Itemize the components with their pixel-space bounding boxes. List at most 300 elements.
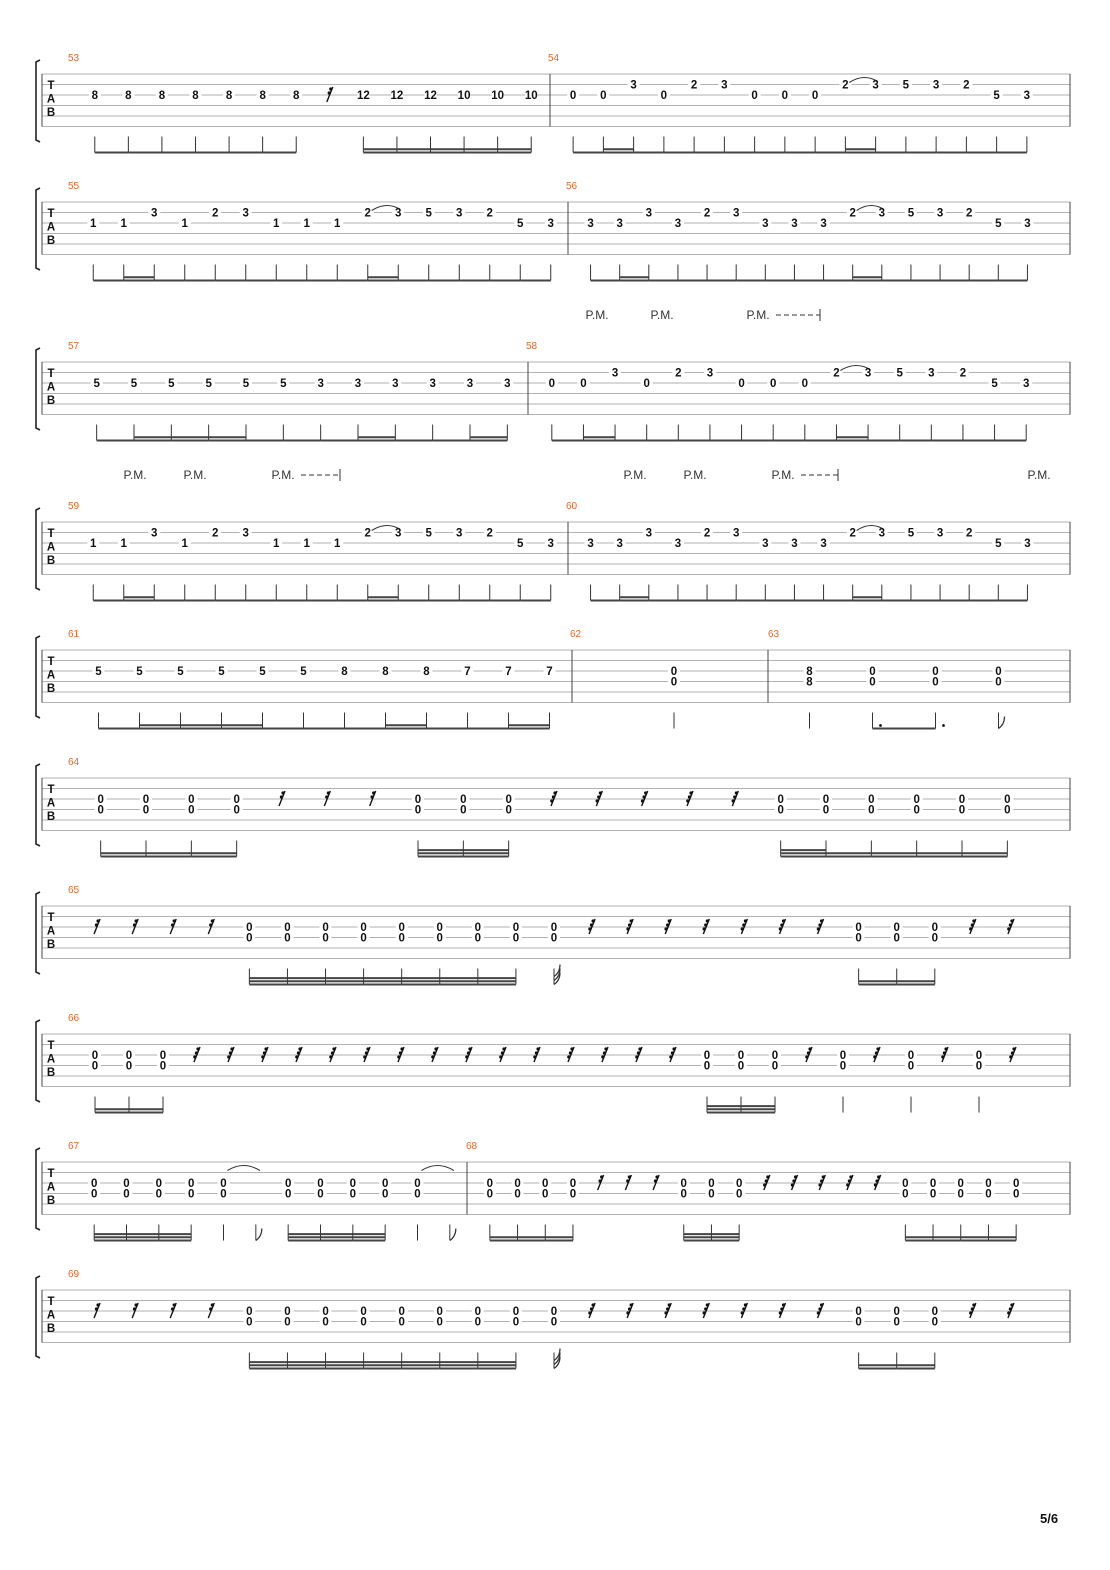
- rest-dot: [820, 1303, 823, 1306]
- fret-number: 5: [896, 367, 903, 380]
- fret-number: 0: [1004, 804, 1011, 817]
- fret-number: 5: [995, 538, 1002, 550]
- fret-number: 3: [674, 218, 682, 230]
- rest-dot: [875, 1051, 878, 1054]
- rest-dot: [742, 923, 745, 926]
- rest-dot: [744, 919, 747, 922]
- rest-dot: [603, 1051, 606, 1054]
- rest-dot: [327, 791, 330, 794]
- fret-number: 0: [123, 1188, 130, 1201]
- fret-number: 0: [142, 794, 150, 806]
- rest-dot: [689, 791, 692, 794]
- tab-clef-letter: A: [46, 93, 56, 106]
- fret-number: 3: [1023, 90, 1031, 102]
- fret-number: 0: [284, 922, 291, 934]
- tab-clef-letter: T: [47, 368, 55, 380]
- measure-number: 66: [68, 1013, 80, 1024]
- fret-number: 2: [965, 527, 973, 540]
- rest-dot: [363, 1055, 366, 1058]
- fret-number: 8: [192, 90, 199, 102]
- fret-number: 0: [550, 1306, 558, 1318]
- fret-number: 0: [436, 922, 443, 934]
- measure-number: 68: [466, 1141, 478, 1152]
- fret-number: 0: [735, 1188, 743, 1201]
- duration-dot: [879, 724, 882, 727]
- fret-number: 10: [524, 90, 538, 102]
- fret-number: 5: [130, 378, 138, 390]
- fret-number: 0: [322, 1316, 329, 1329]
- rest-dot: [227, 1055, 230, 1058]
- fret-number: 8: [806, 666, 813, 678]
- fret-number: 0: [220, 1188, 227, 1201]
- rest-dot: [533, 1055, 536, 1058]
- fret-number: 0: [869, 666, 876, 678]
- rest-dot: [173, 1303, 176, 1306]
- fret-number: 2: [486, 527, 493, 540]
- fret-number: 0: [958, 794, 966, 806]
- fret-number: 0: [414, 804, 422, 817]
- fret-number: 3: [645, 207, 653, 220]
- fret-number: 0: [550, 1316, 558, 1329]
- rest-dot: [297, 1051, 300, 1054]
- fret-number: 3: [645, 527, 653, 540]
- fret-number: 3: [820, 218, 827, 230]
- fret-number: 0: [398, 1306, 405, 1318]
- fret-number: 1: [303, 538, 310, 550]
- fret-number: 0: [284, 1188, 292, 1201]
- tab-clef-letter: A: [46, 797, 56, 810]
- fret-number: 0: [580, 378, 587, 390]
- tab-clef-letter: T: [47, 1168, 55, 1180]
- rest-dot: [642, 795, 645, 798]
- rest-dot: [400, 1047, 403, 1050]
- rest-dot: [780, 923, 783, 926]
- rest-dot: [591, 919, 594, 922]
- rest-dot: [818, 923, 821, 926]
- rest-dot: [263, 1051, 266, 1054]
- fret-number: 0: [187, 1178, 195, 1190]
- fret-number: 0: [542, 1188, 549, 1201]
- fret-number: 0: [246, 1316, 253, 1329]
- tab-system: [36, 53, 1070, 153]
- fret-number: 0: [771, 1050, 779, 1062]
- rest-dot: [943, 1051, 946, 1054]
- measure-number: 55: [68, 181, 80, 192]
- palm-mute-label: P.M.: [1027, 468, 1051, 482]
- rest-dot: [706, 1303, 709, 1306]
- tab-clef-letter: B: [46, 683, 56, 695]
- rest-dot: [96, 1303, 99, 1306]
- rest-dot: [794, 1175, 797, 1178]
- rest-dot: [875, 1179, 878, 1182]
- fret-number: 3: [878, 207, 886, 220]
- fret-number: 3: [547, 538, 554, 550]
- rest-dot: [211, 1303, 214, 1306]
- fret-number: 2: [486, 207, 493, 220]
- fret-number: 0: [643, 378, 650, 390]
- palm-mute-label: P.M.: [746, 308, 770, 322]
- fret-number: 3: [395, 527, 402, 540]
- fret-number: 5: [259, 666, 266, 678]
- fret-number: 3: [820, 538, 827, 550]
- rest-dot: [626, 1179, 629, 1182]
- tab-clef-letter: T: [47, 1296, 55, 1308]
- fret-number: 0: [414, 1178, 421, 1190]
- fret-number: 0: [931, 1306, 939, 1318]
- system-bracket: [36, 508, 40, 590]
- fret-number: 0: [957, 1188, 964, 1201]
- rest-dot: [95, 1307, 98, 1310]
- rest-dot: [637, 1051, 640, 1054]
- fret-number: 0: [975, 1060, 983, 1073]
- fret-number: 10: [491, 90, 505, 102]
- rest-dot: [1011, 1051, 1014, 1054]
- fret-number: 2: [842, 79, 849, 92]
- fret-number: 0: [474, 1306, 482, 1318]
- rest-dot: [638, 1047, 641, 1050]
- measure-number: 67: [68, 1141, 80, 1152]
- measure-number: 65: [68, 885, 80, 896]
- fret-number: 0: [680, 1178, 687, 1190]
- fret-number: 0: [569, 1178, 577, 1190]
- rest-dot: [281, 791, 284, 794]
- rest-dot: [331, 1051, 334, 1054]
- fret-number: 0: [90, 1188, 98, 1201]
- system-bracket: [36, 1276, 40, 1358]
- tab-clef-letter: A: [46, 669, 56, 682]
- tab-system: [36, 1013, 1070, 1113]
- fret-number: 3: [1022, 378, 1030, 390]
- fret-number: 3: [616, 538, 623, 550]
- tab-clef-letter: B: [46, 939, 56, 951]
- fret-number: 5: [907, 207, 915, 220]
- fret-number: 5: [995, 218, 1002, 230]
- fret-number: 12: [424, 90, 437, 102]
- rest-dot: [325, 795, 328, 798]
- system-bracket: [36, 1020, 40, 1102]
- fret-number: 3: [1024, 218, 1031, 230]
- rest-dot: [668, 919, 671, 922]
- rest-dot: [195, 1051, 198, 1054]
- rest-dot: [467, 1051, 470, 1054]
- rest-dot: [135, 1303, 138, 1306]
- fret-number: 1: [181, 218, 188, 230]
- palm-mute-label: P.M.: [183, 468, 207, 482]
- fret-number: 5: [517, 538, 524, 550]
- fret-number: 5: [177, 666, 184, 678]
- fret-number: 0: [801, 378, 809, 390]
- rest-dot: [550, 799, 553, 802]
- fret-number: 0: [839, 1050, 847, 1062]
- rest-dot: [590, 923, 593, 926]
- rest-dot: [791, 1183, 794, 1186]
- rest-dot: [567, 1055, 570, 1058]
- rest-dot: [365, 1051, 368, 1054]
- fret-number: 0: [360, 922, 367, 934]
- rest-dot: [171, 923, 174, 926]
- fret-number: 2: [212, 527, 219, 540]
- fret-number: 5: [136, 666, 143, 678]
- fret-number: 8: [225, 90, 233, 102]
- rest-dot: [848, 1179, 851, 1182]
- tab-clef-letter: T: [47, 1040, 55, 1052]
- fret-number: 0: [155, 1188, 163, 1201]
- rest-dot: [664, 927, 667, 930]
- tab-clef-letter: B: [46, 107, 56, 119]
- rest-dot: [570, 1047, 573, 1050]
- fret-number: 0: [929, 1188, 937, 1201]
- fret-number: 2: [833, 367, 840, 380]
- fret-number: 0: [91, 1050, 99, 1062]
- fret-number: 1: [334, 538, 341, 550]
- fret-number: 0: [233, 794, 240, 806]
- fret-number: 0: [777, 804, 784, 817]
- rest-dot: [209, 923, 212, 926]
- rest-dot: [765, 1179, 768, 1182]
- system-bracket: [36, 188, 40, 270]
- fret-number: 0: [414, 794, 422, 806]
- rest-dot: [399, 1051, 402, 1054]
- measure-number: 53: [68, 53, 80, 64]
- fret-number: 3: [732, 527, 740, 540]
- palm-mute-label: P.M.: [271, 468, 295, 482]
- rest-dot: [588, 927, 591, 930]
- palm-mute-label: P.M.: [123, 468, 147, 482]
- fret-number: 10: [457, 90, 471, 102]
- fret-number: 0: [187, 1188, 195, 1201]
- fret-number: 0: [932, 666, 939, 678]
- fret-number: 8: [293, 90, 300, 102]
- fret-number: 0: [246, 1306, 253, 1318]
- rest-dot: [876, 1047, 879, 1050]
- rest-dot: [229, 1051, 232, 1054]
- rest-dot: [230, 1047, 233, 1050]
- fret-number: 0: [125, 1060, 133, 1073]
- rest-dot: [782, 919, 785, 922]
- fret-number: 0: [929, 1178, 937, 1190]
- rest-dot: [792, 1179, 795, 1182]
- fret-number: 1: [334, 218, 341, 230]
- fret-number: 0: [751, 90, 758, 102]
- rest-dot: [672, 1047, 675, 1050]
- fret-number: 2: [364, 527, 371, 540]
- rest-dot: [434, 1047, 437, 1050]
- system-bracket: [36, 892, 40, 974]
- fret-number: 0: [735, 1178, 743, 1190]
- fret-number: 0: [932, 676, 939, 689]
- fret-number: 0: [322, 932, 329, 945]
- fret-number: 0: [91, 1060, 99, 1073]
- rest-dot: [703, 1311, 706, 1314]
- fret-number: 3: [928, 367, 935, 380]
- fret-number: 0: [907, 1060, 915, 1073]
- fret-number: 0: [125, 1050, 133, 1062]
- fret-number: 2: [212, 207, 219, 220]
- fret-number: 0: [822, 794, 830, 806]
- rest-dot: [969, 927, 972, 930]
- rest-dot: [397, 1055, 400, 1058]
- rest-dot: [280, 795, 283, 798]
- fret-number: 1: [181, 538, 188, 550]
- fret-number: 0: [97, 804, 104, 817]
- fret-number: 3: [936, 207, 944, 220]
- fret-number: 0: [902, 1178, 909, 1190]
- rest-dot: [626, 927, 629, 930]
- fret-number: 3: [630, 79, 637, 92]
- fret-number: 0: [233, 804, 240, 817]
- rest-dot: [601, 1055, 604, 1058]
- palm-mute-label: P.M.: [585, 308, 609, 322]
- fret-number: 3: [587, 218, 594, 230]
- fret-number: 0: [670, 666, 678, 678]
- rest-dot: [596, 799, 599, 802]
- rest-dot: [329, 87, 332, 90]
- rest-dot: [626, 1311, 629, 1314]
- system-bracket: [36, 764, 40, 846]
- fret-number: 0: [660, 90, 668, 102]
- fret-number: 0: [220, 1178, 227, 1190]
- rest-dot: [877, 1175, 880, 1178]
- fret-number: 2: [959, 367, 967, 380]
- rest-dot: [1009, 1307, 1012, 1310]
- fret-number: 0: [703, 1060, 711, 1073]
- rest-dot: [591, 1303, 594, 1306]
- tab-clef-letter: B: [46, 1323, 56, 1335]
- rest-dot: [588, 1311, 591, 1314]
- rest-dot: [630, 1303, 633, 1306]
- fret-number: 1: [120, 218, 127, 230]
- fret-number: 8: [382, 666, 389, 678]
- fret-number: 5: [218, 666, 225, 678]
- fret-number: 0: [1004, 794, 1011, 806]
- rest-dot: [96, 919, 99, 922]
- fret-number: 0: [474, 1316, 482, 1329]
- fret-number: 3: [674, 538, 682, 550]
- fret-number: 3: [547, 218, 554, 230]
- tab-system: [36, 757, 1070, 857]
- rest-dot: [780, 1307, 783, 1310]
- fret-number: 0: [893, 1316, 900, 1329]
- rest-dot: [735, 791, 738, 794]
- fret-number: 0: [985, 1188, 992, 1201]
- fret-number: 0: [460, 804, 467, 817]
- fret-number: 0: [931, 922, 939, 934]
- fret-number: 0: [893, 1306, 900, 1318]
- fret-number: 3: [864, 367, 872, 380]
- rest-dot: [604, 1047, 607, 1050]
- fret-number: 0: [322, 922, 329, 934]
- fret-number: 0: [284, 1306, 291, 1318]
- tab-clef-letter: A: [46, 1181, 56, 1194]
- fret-number: 0: [188, 804, 195, 817]
- fret-number: 0: [398, 1316, 405, 1329]
- fret-number: 5: [991, 378, 998, 390]
- tab-clef-letter: A: [46, 541, 56, 554]
- rest-dot: [703, 927, 706, 930]
- rest-dot: [1010, 919, 1013, 922]
- duration-dot: [942, 724, 945, 727]
- fret-number: 0: [893, 932, 900, 945]
- fret-number: 2: [690, 79, 698, 92]
- fret-number: 0: [474, 922, 482, 934]
- fret-number: 0: [822, 804, 830, 817]
- rest-dot: [944, 1047, 947, 1050]
- rest-dot: [1009, 1055, 1012, 1058]
- fret-number: 0: [512, 1306, 520, 1318]
- fret-number: 5: [907, 527, 915, 540]
- fret-number: 0: [1012, 1188, 1020, 1201]
- fret-number: 3: [762, 218, 769, 230]
- measure-number: 54: [548, 53, 560, 64]
- rest-dot: [817, 1311, 820, 1314]
- fret-number: 2: [703, 527, 711, 540]
- note-flag: [450, 1229, 456, 1241]
- fret-number: 3: [466, 378, 474, 390]
- tie-arc: [228, 1166, 260, 1171]
- fret-number: 8: [341, 666, 348, 678]
- rest-dot: [822, 1175, 825, 1178]
- fret-number: 8: [125, 90, 132, 102]
- rest-dot: [641, 799, 644, 802]
- rest-dot: [295, 1055, 298, 1058]
- rest-dot: [135, 919, 138, 922]
- fret-number: 1: [90, 538, 97, 550]
- rest-dot: [173, 919, 176, 922]
- fret-number: 3: [706, 367, 714, 380]
- fret-number: 0: [771, 1060, 779, 1073]
- fret-number: 3: [354, 378, 362, 390]
- measure-number: 57: [68, 341, 80, 352]
- fret-number: 0: [246, 932, 253, 945]
- fret-number: 8: [91, 90, 98, 102]
- tab-clef-letter: B: [46, 1067, 56, 1079]
- measure-number: 69: [68, 1269, 80, 1280]
- rest-dot: [372, 791, 375, 794]
- rest-dot: [628, 1175, 631, 1178]
- fret-number: 0: [931, 1316, 939, 1329]
- tie-arc: [422, 1166, 454, 1171]
- rest-dot: [569, 1051, 572, 1054]
- palm-mute-label: P.M.: [650, 308, 674, 322]
- fret-number: 3: [878, 527, 886, 540]
- fret-number: 0: [839, 1060, 847, 1073]
- fret-number: 5: [280, 378, 287, 390]
- fret-number: 3: [587, 538, 594, 550]
- rest-dot: [599, 791, 602, 794]
- rest-dot: [332, 1047, 335, 1050]
- rest-dot: [805, 1055, 808, 1058]
- fret-number: 3: [762, 538, 769, 550]
- rest-dot: [742, 1307, 745, 1310]
- rest-dot: [370, 795, 373, 798]
- fret-number: 0: [246, 922, 253, 934]
- fret-number: 0: [542, 1178, 549, 1190]
- fret-number: 3: [791, 218, 798, 230]
- rest-dot: [133, 923, 136, 926]
- rest-dot: [706, 919, 709, 922]
- fret-number: 0: [349, 1178, 357, 1190]
- rest-dot: [766, 1175, 769, 1178]
- rest-dot: [1007, 927, 1010, 930]
- fret-number: 1: [120, 538, 127, 550]
- fret-number: 5: [425, 207, 432, 220]
- fret-number: 3: [429, 378, 436, 390]
- fret-number: 0: [548, 378, 556, 390]
- rest-dot: [1010, 1303, 1013, 1306]
- rest-dot: [133, 1307, 136, 1310]
- fret-number: 8: [158, 90, 166, 102]
- fret-number: 0: [680, 1188, 687, 1201]
